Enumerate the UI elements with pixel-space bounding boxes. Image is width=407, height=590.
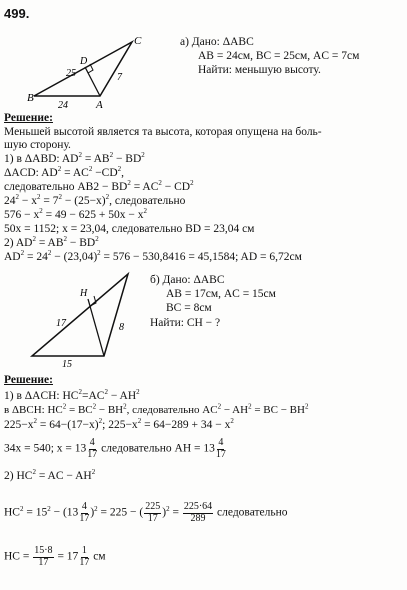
solution-b-line-3: $225-x^2 = 64-(17-x)^2$; $225-x^2 = 64-289 + 34 - x^2$	[4, 417, 234, 431]
solution-intro-1: Меньшей высотой является та высота, которая опущена на боль-	[4, 126, 322, 138]
bc-b: BC = 8см	[166, 302, 212, 314]
solution-b-line-5: 2) $HC^2$ = AC − $AH^2$	[4, 468, 96, 482]
solution-b-line-2: в ΔBCH: $HC^2 = BC^2 - BH^2$, следовательно $AC^2 - AH^2$ = BC − $BH^2$	[4, 402, 309, 416]
solution-a-line-5: $576 - x^2 = 49 - 625 + 50x - x^2$	[4, 207, 147, 221]
side-ac-label-b: 15	[62, 359, 72, 370]
solution-b-line-6: $HC^2 = 15^2 - (13$ $\frac{4}{17}$ )$^2$ = 225 − ( $\frac{225}{17}$ )$^2$ = $\frac{225\cdot 64}{289}$ следовательно	[4, 501, 288, 524]
label-h: H	[80, 288, 88, 299]
label-d: D	[80, 56, 88, 67]
right-angle-mark-b	[90, 296, 96, 306]
altitude-ah	[88, 299, 104, 356]
side-bc-label: 25	[66, 68, 76, 79]
altitude-ad	[85, 67, 100, 96]
sides-a: AB = 24см, BC = 25см, AC = 7см	[198, 50, 360, 62]
solution-b-line-4: 34x = 540; x = 13 $\frac{4}{17}$ следовательно AH = 13 $\frac{4}{17}$	[4, 437, 226, 460]
triangle-abc-b	[32, 274, 128, 356]
find-b: Найти: CH − ?	[150, 317, 221, 329]
given-b: б) Дано: ΔABC	[150, 274, 225, 286]
triangle-abc-a	[34, 42, 132, 96]
solution-a-line-7: 2) $AD^2 = AB^2 - BD^2$	[4, 235, 99, 249]
solution-b-line-7: HC = $\frac{15\cdot 8}{17}$ = 17 $\frac{1}{17}$ см	[4, 545, 106, 568]
label-c: C	[134, 35, 142, 47]
side-ab-label-b: 17	[56, 318, 66, 329]
side-ab-label: 24	[58, 100, 68, 111]
side-ac-label: 7	[117, 72, 122, 83]
side-bc-label-b: 8	[119, 322, 124, 333]
solution-a-line-1: 1) в ΔABD: $AD^2 = AB^2 - BD^2$	[4, 151, 145, 165]
solution-intro-2: шую сторону.	[4, 139, 71, 151]
solution-a-line-3: следовательно $AB2 - BD^2 = AC^2 - CD^2$	[4, 179, 194, 193]
solution-a-line-6: 50x = 1152; x = 23,04, следовательно BD = 23,04 см	[4, 223, 255, 235]
solution-b-line-1: 1) в ΔACH: $HC^2=AC^2 - AH^2$	[4, 388, 140, 402]
triangle-figure-a	[28, 34, 153, 110]
find-a: Найти: меньшую высоту.	[198, 64, 321, 76]
solution-title-b: Решение:	[4, 374, 53, 386]
solution-title-a: Решение:	[4, 112, 53, 124]
label-a: A	[96, 99, 103, 111]
solution-a-line-4: $24^2 - x^2 = 7^2 - (25-x)^2$, следовательно	[4, 193, 186, 207]
problem-number: 499.	[4, 6, 30, 21]
given-a: а) Дано: ΔABC	[180, 36, 254, 48]
sides-b: AB = 17см, AC = 15см	[166, 288, 276, 300]
label-b: B	[27, 92, 34, 104]
solution-a-line-8: $AD^2 = 24^2 - (23,04)^2 = 576 - 530,8416 = 45,1584$; AD = 6,72см	[4, 249, 302, 263]
solution-a-line-2: ΔACD: $AD^2 = AC^2 -CD^2$,	[4, 165, 125, 179]
triangle-figure-b	[24, 268, 142, 368]
